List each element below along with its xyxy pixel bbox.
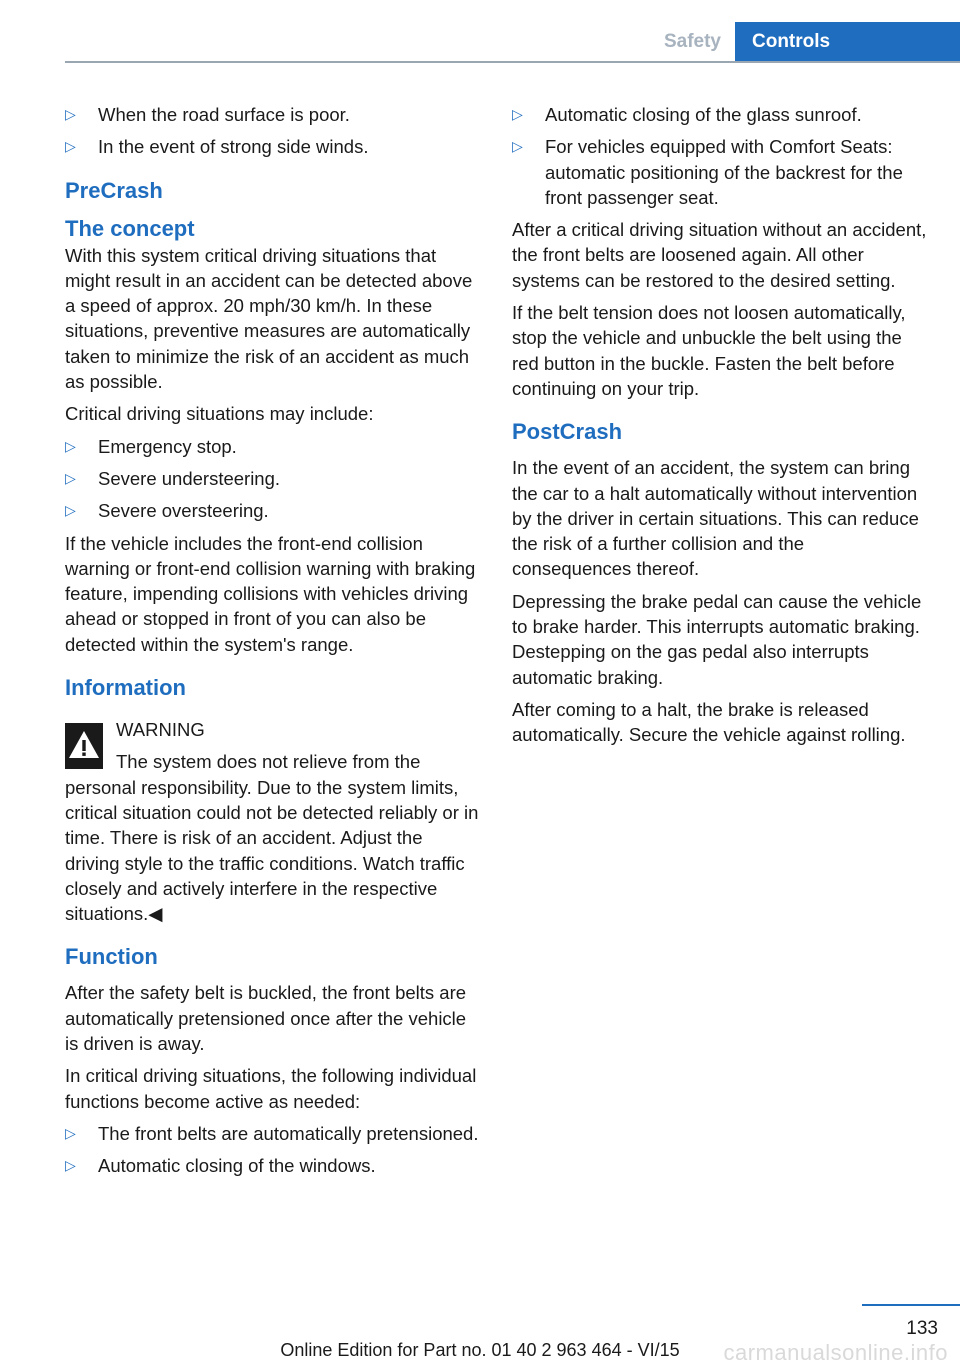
concept-heading: The concept [65, 215, 195, 241]
triangle-bullet-icon: ▷ [512, 106, 523, 122]
triangle-bullet-icon: ▷ [65, 1157, 76, 1174]
page-number: 133 [906, 1318, 938, 1339]
chapter-tab: Controls [735, 22, 960, 62]
left-column [65, 102, 481, 1186]
list-item: ▷ The front belts are automatically pretensioned. [65, 1121, 481, 1146]
collision-paragraph: If the vehicle includes the front-end collision warning or front-end collision warning with braking feature, impending collisions with vehicles driving ahead or stopped in front of you can also be detected within the system's range. [65, 532, 476, 655]
right-column [512, 102, 928, 755]
warning-title: WARNING [116, 719, 205, 741]
postcrash-paragraph: In the event of an accident, the system can bring the car to a halt automatically without intervention by the driver in certain situations. This can reduce the risk of a further collision and the consequences thereof. [512, 457, 919, 580]
list-item: ▷ In the event of strong side winds. [65, 134, 481, 159]
function-heading: Function [65, 944, 158, 970]
brake-paragraph: Depressing the brake pedal can cause the vehicle to brake harder. This interrupts automatic braking. Destepping on the gas pedal also interrupts automatic braking. [512, 590, 922, 688]
precrash-heading: PreCrash [65, 177, 163, 203]
warning-triangle-icon [65, 723, 103, 769]
critical-situations-list [65, 434, 481, 524]
warning-text: The system does not relieve from the personal responsibility. Due to the system limits, critical situation could not be detected reliably or in time. There is risk of an accident. Adjust the driving style to the traffic conditions. Watch traffic closely and actively interfere in the respective situations.◀ [65, 751, 479, 925]
list-item: ▷ When the road surface is poor. [65, 102, 481, 127]
halt-paragraph: After coming to a halt, the brake is released automatically. Secure the vehicle against rolling. [512, 698, 906, 746]
triangle-bullet-icon: ▷ [65, 1124, 76, 1141]
triangle-bullet-icon: ▷ [512, 138, 523, 155]
list-item: ▷ For vehicles equipped with Comfort Seats: automatic positioning of the backrest for the front passenger seat. [512, 136, 903, 208]
triangle-bullet-icon: ▷ [65, 469, 76, 486]
function-paragraph: After the safety belt is buckled, the front belts are automatically pretensioned once after the vehicle is driven is away. [65, 982, 467, 1055]
edition-line: Online Edition for Part no. 01 40 2 963 464 - VI/15 [280, 1340, 680, 1360]
triangle-bullet-icon: ▷ [65, 106, 76, 122]
function-intro-paragraph: In critical driving situations, the following individual functions become active as needed: [65, 1065, 477, 1112]
list-item: ▷ Severe oversteering. [65, 498, 481, 523]
triangle-bullet-icon: ▷ [65, 437, 76, 454]
information-heading: Information [65, 675, 186, 701]
triangle-bullet-icon: ▷ [65, 138, 76, 155]
after-accident-paragraph: After a critical driving situation without an accident, the front belts are loosened again. All other systems can be restored to the desired setting. [512, 219, 927, 291]
footer-divider [862, 1304, 960, 1306]
postcrash-heading: PostCrash [512, 419, 623, 445]
section-tab: Safety [663, 31, 721, 52]
belt-tension-paragraph: If the belt tension does not loosen automatically, stop the vehicle and unbuckle the belt using the red button in the buckle. Fasten the belt before continuing on your trip. [512, 302, 906, 399]
page-header [0, 0, 960, 62]
header-divider [65, 61, 960, 63]
bullet-list-top-left [65, 102, 481, 160]
watermark: carmanualsonline.info [723, 1340, 948, 1362]
list-item: ▷ Automatic closing of the glass sunroof. [512, 102, 928, 127]
list-item: ▷ Automatic closing of the windows. [65, 1153, 481, 1178]
list-item: ▷ Emergency stop. [65, 434, 481, 459]
critical-intro-paragraph: Critical driving situations may include: [65, 403, 374, 425]
bullet-list-top-right [512, 102, 928, 210]
list-item: ▷ Severe understeering. [65, 466, 481, 491]
triangle-bullet-icon: ▷ [65, 502, 76, 519]
warning-block [65, 711, 481, 926]
page-footer [0, 1300, 960, 1362]
function-list [65, 1121, 481, 1179]
concept-paragraph: With this system critical driving situations that might result in an accident can be detected above a speed of approx. 20 mph/30 km/h. In these situations, preventive measures are automatically taken to minimize the risk of an accident as much as possible. [65, 244, 473, 393]
